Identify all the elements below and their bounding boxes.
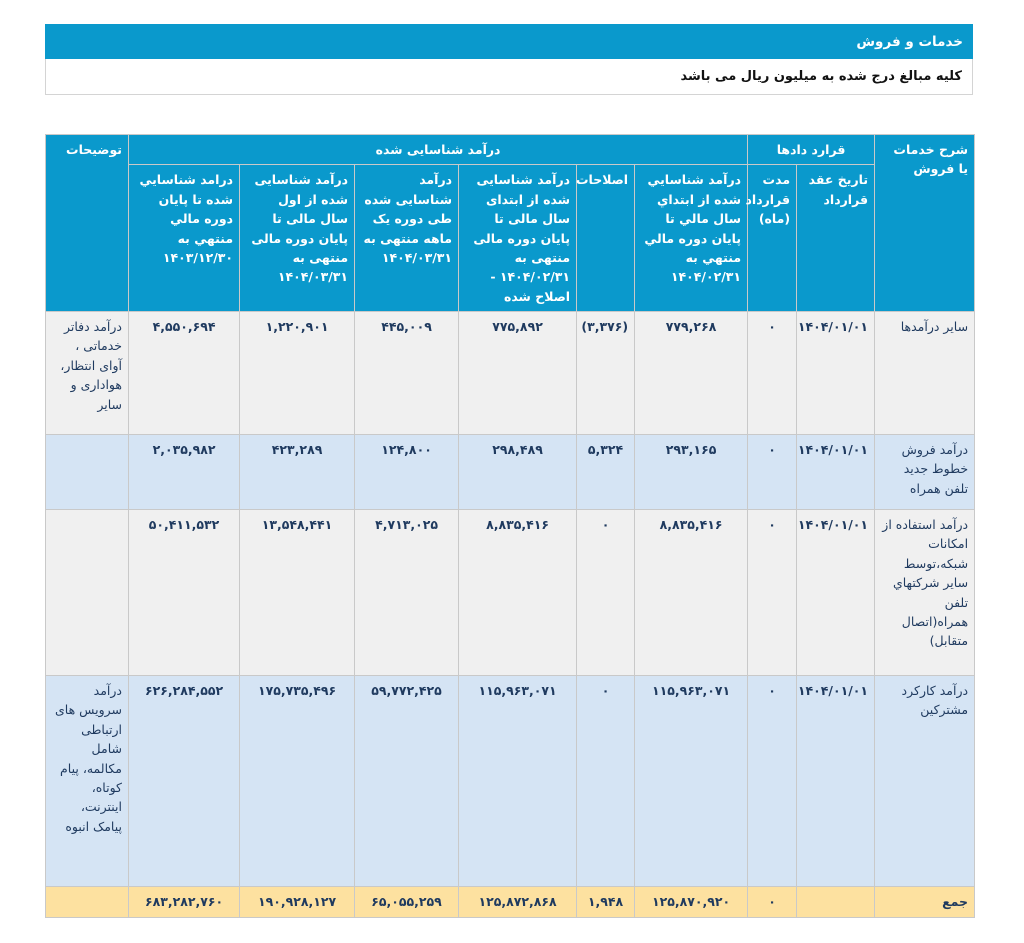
- total-rec-start: ۱۲۵,۸۷۰,۹۲۰: [635, 887, 748, 918]
- header-rec-from-start: درآمد شناسايي شده از ابتداي سال مالي تا پايان دوره مالي منتهي به ۱۴۰۴/۰۲/۳۱: [635, 165, 748, 312]
- header-contract-data: قرارد دادها: [748, 135, 875, 165]
- header-rec-ytd: درآمد شناسایی شده از اول سال مالی تا پایان دوره مالی منتهی به ۱۴۰۴/۰۳/۳۱: [240, 165, 355, 312]
- header-notes: توضیحات: [46, 135, 129, 312]
- row-contract-date: ۱۴۰۴/۰۱/۰۱: [797, 510, 875, 676]
- row-rec-month: ۴,۷۱۳,۰۲۵: [355, 510, 459, 676]
- row-contract-date: ۱۴۰۴/۰۱/۰۱: [797, 435, 875, 510]
- row-rec-corrected: ۸,۸۳۵,۴۱۶: [459, 510, 577, 676]
- row-description: سایر درآمدها: [875, 312, 975, 435]
- row-corrections: (۳,۳۷۶): [577, 312, 635, 435]
- total-corrections: ۱,۹۴۸: [577, 887, 635, 918]
- table-row: [46, 435, 975, 510]
- total-rec-ytd: ۱۹۰,۹۲۸,۱۲۷: [240, 887, 355, 918]
- row-contract-date: ۱۴۰۴/۰۱/۰۱: [797, 676, 875, 887]
- row-corrections: ۵,۳۲۴: [577, 435, 635, 510]
- row-rec-start: ۷۷۹,۲۶۸: [635, 312, 748, 435]
- row-rec-corrected: ۷۷۵,۸۹۲: [459, 312, 577, 435]
- row-rec-month: ۵۹,۷۷۲,۴۲۵: [355, 676, 459, 887]
- header-corrections: اصلاحات: [577, 165, 635, 312]
- header-recognized-revenue: درآمد شناسایی شده: [129, 135, 748, 165]
- row-duration: ۰: [748, 312, 797, 435]
- table-row: [46, 312, 975, 435]
- row-description: درآمد فروش خطوط جدید تلفن همراه: [875, 435, 975, 510]
- row-duration: ۰: [748, 510, 797, 676]
- total-rec-month: ۶۵,۰۵۵,۲۵۹: [355, 887, 459, 918]
- header-service-description: شرح خدمات یا فروش: [875, 135, 975, 312]
- row-rec-ytd: ۱۷۵,۷۳۵,۴۹۶: [240, 676, 355, 887]
- row-rec-ytd: ۴۲۳,۲۸۹: [240, 435, 355, 510]
- row-rec-prev: ۵۰,۴۱۱,۵۳۲: [129, 510, 240, 676]
- header-rec-one-month: درآمد شناسایی شده طی دوره یک ماهه منتهی به ۱۴۰۴/۰۳/۳۱: [355, 165, 459, 312]
- row-rec-ytd: ۱۳,۵۴۸,۴۴۱: [240, 510, 355, 676]
- row-notes: درآمد سرویس های ارتباطی شامل مکالمه، پیام کوتاه، اینترنت، پیامک انبوه: [46, 676, 129, 887]
- row-corrections: ۰: [577, 676, 635, 887]
- row-rec-start: ۱۱۵,۹۶۳,۰۷۱: [635, 676, 748, 887]
- row-rec-corrected: ۲۹۸,۴۸۹: [459, 435, 577, 510]
- header-contract-duration: مدت قرارداد (ماه): [748, 165, 797, 312]
- row-duration: ۰: [748, 435, 797, 510]
- total-row: [46, 887, 975, 918]
- total-duration: ۰: [748, 887, 797, 918]
- row-rec-start: ۲۹۳,۱۶۵: [635, 435, 748, 510]
- row-description: درآمد کارکرد مشترکین: [875, 676, 975, 887]
- header-rec-prev-year: درامد شناسايي شده تا پايان دوره مالي منتهي به ۱۴۰۳/۱۲/۳۰: [129, 165, 240, 312]
- row-notes: درآمد دفاتر خدماتی ، آوای انتظار، هواداری و سایر: [46, 312, 129, 435]
- row-rec-prev: ۲,۰۳۵,۹۸۲: [129, 435, 240, 510]
- row-description: درآمد استفاده از امکانات شبکه،توسط سایر شرکتهاي تلفن همراه(اتصال متقابل): [875, 510, 975, 676]
- total-contract-date: [797, 887, 875, 918]
- header-contract-date: تاریخ عقد قرارداد: [797, 165, 875, 312]
- unit-note: [45, 59, 973, 95]
- row-notes: [46, 510, 129, 676]
- total-label: جمع: [875, 887, 975, 918]
- row-duration: ۰: [748, 676, 797, 887]
- table-row: [46, 510, 975, 676]
- row-rec-start: ۸,۸۳۵,۴۱۶: [635, 510, 748, 676]
- row-notes: [46, 435, 129, 510]
- unit-note-text: کلیه مبالغ درج شده به میلیون ریال می باشد: [680, 69, 962, 84]
- header-rec-corrected: درآمد شناسایی شده از ابتدای سال مالی تا پایان دوره مالی منتهی به ۱۴۰۴/۰۲/۳۱ - اصلاح شده: [459, 165, 577, 312]
- total-rec-corrected: ۱۲۵,۸۷۲,۸۶۸: [459, 887, 577, 918]
- row-rec-ytd: ۱,۲۲۰,۹۰۱: [240, 312, 355, 435]
- row-rec-month: ۴۴۵,۰۰۹: [355, 312, 459, 435]
- total-notes: [46, 887, 129, 918]
- row-rec-prev: ۶۲۶,۲۸۴,۵۵۲: [129, 676, 240, 887]
- section-title: [45, 24, 973, 59]
- row-corrections: ۰: [577, 510, 635, 676]
- table-row: [46, 676, 975, 887]
- row-rec-corrected: ۱۱۵,۹۶۳,۰۷۱: [459, 676, 577, 887]
- row-contract-date: ۱۴۰۴/۰۱/۰۱: [797, 312, 875, 435]
- section-title-text: خدمات و فروش: [856, 33, 963, 50]
- revenue-table: [45, 134, 975, 918]
- row-rec-prev: ۴,۵۵۰,۶۹۴: [129, 312, 240, 435]
- row-rec-month: ۱۲۴,۸۰۰: [355, 435, 459, 510]
- total-rec-prev: ۶۸۳,۲۸۲,۷۶۰: [129, 887, 240, 918]
